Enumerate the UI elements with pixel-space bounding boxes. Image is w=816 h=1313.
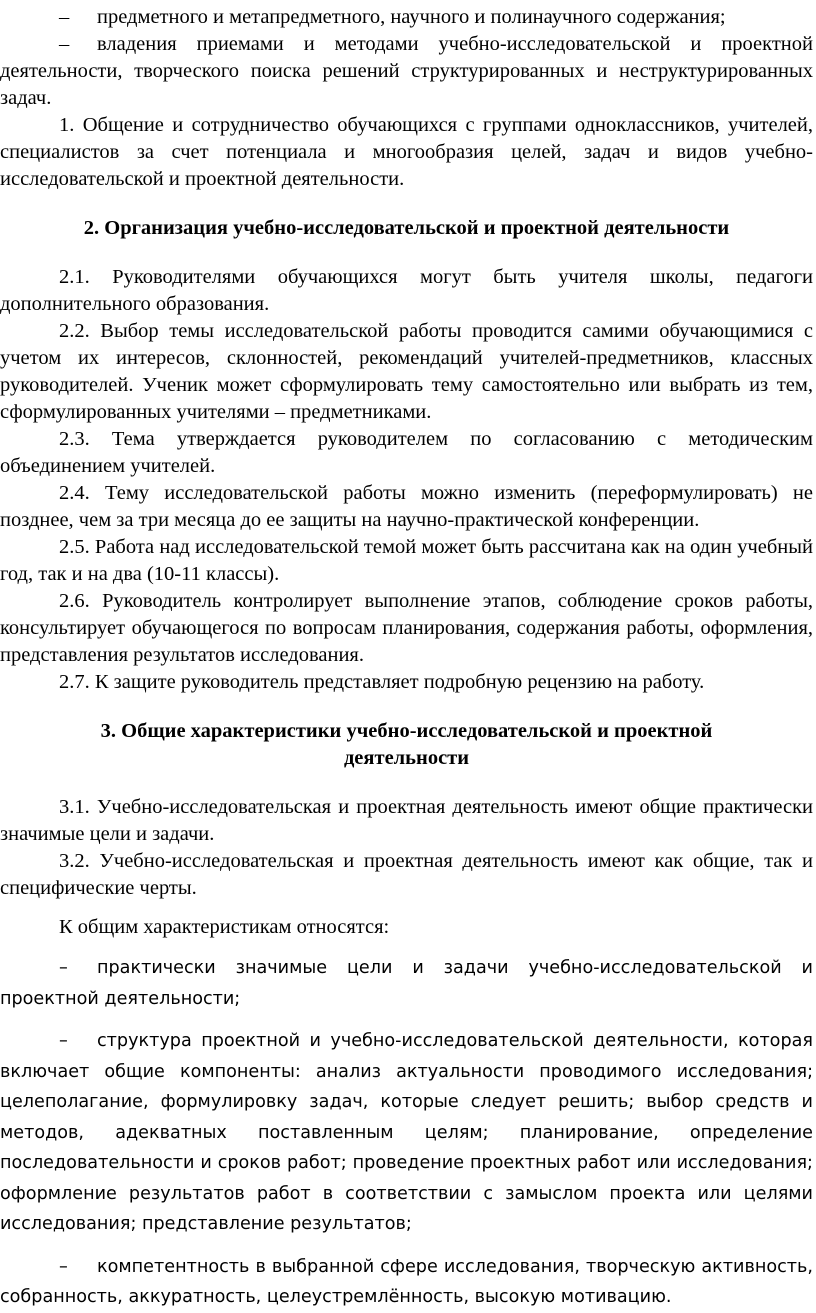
paragraph-2-2: 2.2. Выбор темы исследовательской работы проводится самими обучающимися с учетом их интересов, склонностей, рекомендаций учителей-предметников, классных руководителей. Ученик может сформулировать тему самостоятельно или выбрать из тем, сформулированных учителями – предметниками. [0,320,813,423]
spacer [0,696,813,718]
paragraph-general-characteristics: К общим характеристикам относятся: [59,916,390,938]
paragraph-3-1: 3.1. Учебно-исследовательская и проектная деятельность имеют общие практически значимые цели и задачи. [0,796,813,845]
paragraph-2-4: 2.4. Тему исследовательской работы можно изменить (переформулировать) не позднее, чем за три месяца до ее защиты на научно-практической конференции. [0,482,813,531]
characteristics-list-item-2: – структура проектной и учебно-исследовательской деятельности, которая включает общие компоненты: анализ актуальности проводимого исследования; целеполагание, формулировку задач, которые следует решить; выбор средств и методов, адекватных поставленным целям; планирование, определение последовательности и сроков работ; проведение проектных работ или исследования; оформление результатов работ в соответствии с замыслом проекта или целями исследования; представление результатов; [0,1026,813,1240]
characteristics-list-item-1: – практически значимые цели и задачи учебно-исследовательской и проектной деятельности; [0,953,813,1014]
paragraph-2-6: 2.6. Руководитель контролирует выполнение этапов, соблюдение сроков работы, консультирует обучающегося по вопросам планирования, содержания работы, оформления, представления результатов исследования. [0,590,813,666]
spacer [0,193,813,215]
paragraph-2-3: 2.3. Тема утверждается руководителем по согласованию с методическим объединением учителей. [0,428,813,477]
spacer [0,1014,813,1026]
spacer [0,1240,813,1252]
paragraph-2-7: 2.7. К защите руководитель представляет подробную рецензию на работу. [59,671,705,693]
intro-list-item-1: – предметного и метапредметного, научного и полинаучного содержания; [0,4,813,31]
spacer [0,941,813,953]
section-2-heading: 2. Организация учебно-исследовательской и проектной деятельности [83,217,730,239]
spacer [0,902,813,914]
characteristics-list-item-3: – компетентность в выбранной сфере исследования, творческую активность, собранность, аккуратность, целеустремлённость, высокую мотивацию. [0,1252,813,1313]
spacer [0,242,813,264]
intro-list-item-2: – владения приемами и методами учебно-исследовательской и проектной деятельности, творческого поиска решений структурированных и неструктурированных задач. [0,31,813,112]
paragraph-item-1: 1. Общение и сотрудничество обучающихся с группами одноклассников, учителей, специалистов за счет потенциала и многообразия целей, задач и видов учебно-исследовательской и проектной деятельности. [0,114,813,190]
spacer [0,772,813,794]
paragraph-2-5: 2.5. Работа над исследовательской темой может быть рассчитана как на один учебный год, так и на два (10-11 классы). [0,536,813,585]
section-3-heading-line-1: 3. Общие характеристики учебно-исследовательской и проектной [100,720,713,742]
paragraph-2-1: 2.1. Руководителями обучающихся могут быть учителя школы, педагоги дополнительного образования. [0,266,813,315]
paragraph-3-2: 3.2. Учебно-исследовательская и проектная деятельность имеют как общие, так и специфические черты. [0,850,813,899]
section-3-heading [0,718,813,772]
section-3-heading-line-2: деятельности [343,747,470,769]
